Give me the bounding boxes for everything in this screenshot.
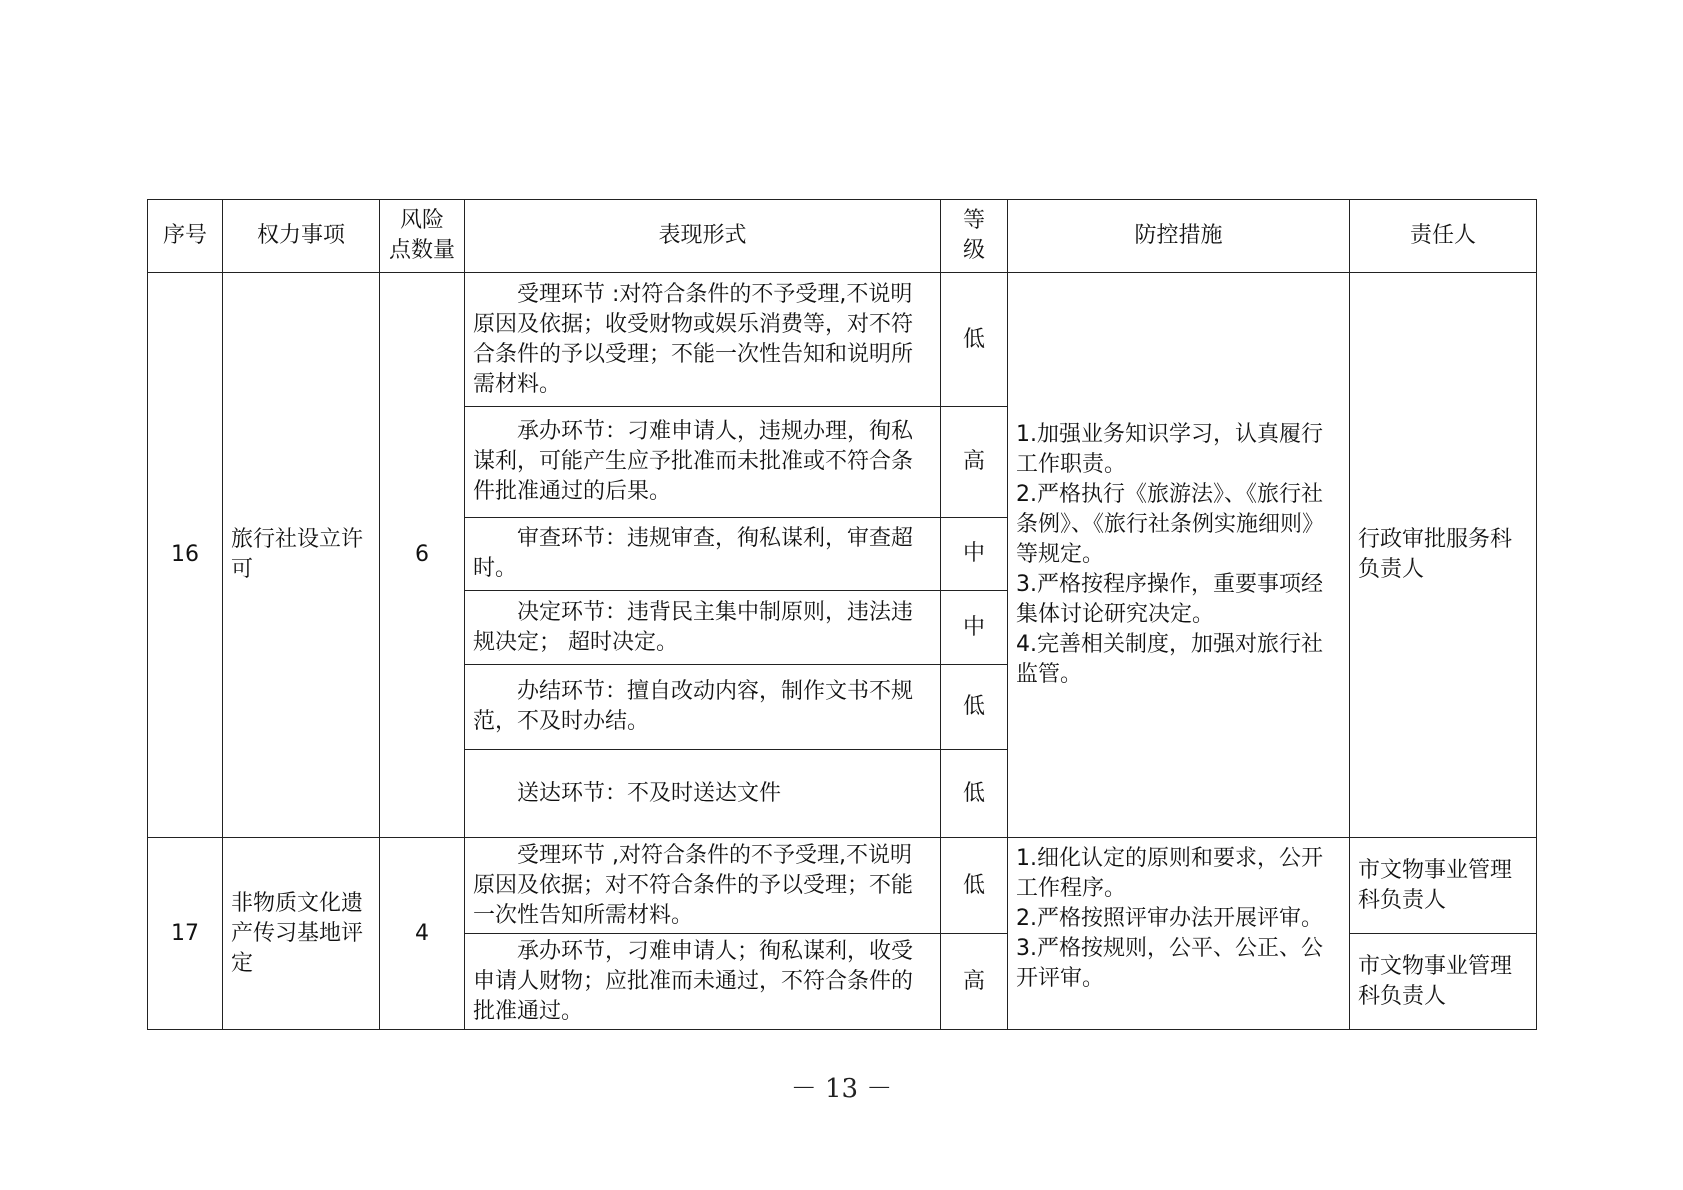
control-measures bbox=[1008, 273, 1350, 838]
risk-form: 受理环节 ,对符合条件的不予受理,不说明原因及依据；对不符合条件的予以受理；不能一次性告知所需材料。 bbox=[465, 838, 941, 934]
measure-item: 1.加强业务知识学习，认真履行工作职责。 bbox=[1016, 422, 1323, 477]
row-no: 16 bbox=[148, 273, 223, 838]
header-level bbox=[941, 200, 1008, 273]
risk-form: 承办环节：刁难申请人，违规办理，徇私谋利，可能产生应予批准而未批准或不符合条件批准通过的后果。 bbox=[465, 407, 941, 518]
measure-item: 3.严格按程序操作，重要事项经集体讨论研究决定。 bbox=[1016, 572, 1323, 627]
risk-level: 中 bbox=[941, 591, 1008, 665]
risk-level: 低 bbox=[941, 838, 1008, 934]
measure-item: 2.严格执行《旅游法》、《旅行社条例》、《旅行社条例实施细则》等规定。 bbox=[1016, 482, 1325, 567]
header-level-line2: 级 bbox=[962, 238, 985, 263]
measure-item: 4.完善相关制度，加强对旅行社监管。 bbox=[1016, 632, 1323, 687]
header-level-line1: 等 bbox=[962, 208, 985, 233]
measure-item: 1.细化认定的原则和要求，公开工作程序。 bbox=[1016, 846, 1323, 901]
header-item: 权力事项 bbox=[223, 200, 380, 273]
risk-level: 中 bbox=[941, 518, 1008, 591]
row-no: 17 bbox=[148, 838, 223, 1030]
risk-level: 低 bbox=[941, 750, 1008, 838]
risk-level: 高 bbox=[941, 407, 1008, 518]
row-risk-count: 6 bbox=[380, 273, 465, 838]
measure-item: 3.严格按规则，公平、公正、公开评审。 bbox=[1016, 936, 1323, 991]
table-row bbox=[148, 273, 1537, 407]
header-row bbox=[148, 200, 1537, 273]
risk-form: 受理环节 :对符合条件的不予受理,不说明原因及依据；收受财物或娱乐消费等，对不符合条件的予以受理；不能一次性告知和说明所需材料。 bbox=[465, 273, 941, 407]
header-risk-count-line1: 风险 bbox=[399, 208, 444, 233]
risk-level: 低 bbox=[941, 273, 1008, 407]
control-measures bbox=[1008, 838, 1350, 1030]
risk-form: 送达环节：不及时送达文件 bbox=[465, 750, 941, 838]
risk-control-table bbox=[147, 199, 1537, 1030]
header-no: 序号 bbox=[148, 200, 223, 273]
measure-item: 2.严格按照评审办法开展评审。 bbox=[1016, 906, 1323, 931]
header-forms: 表现形式 bbox=[465, 200, 941, 273]
row-risk-count: 4 bbox=[380, 838, 465, 1030]
risk-form: 审查环节：违规审查，徇私谋利，审查超时。 bbox=[465, 518, 941, 591]
risk-form: 决定环节：违背民主集中制原则，违法违规决定； 超时决定。 bbox=[465, 591, 941, 665]
row-item: 非物质文化遗产传习基地评定 bbox=[223, 838, 380, 1030]
header-measures: 防控措施 bbox=[1008, 200, 1350, 273]
responsible-person: 市文物事业管理科负责人 bbox=[1350, 934, 1537, 1030]
risk-level: 高 bbox=[941, 934, 1008, 1030]
page-number: － 13 － bbox=[790, 1074, 893, 1104]
row-item: 旅行社设立许可 bbox=[223, 273, 380, 838]
risk-form: 办结环节：擅自改动内容，制作文书不规范，不及时办结。 bbox=[465, 665, 941, 750]
header-risk-count bbox=[380, 200, 465, 273]
table-row bbox=[148, 838, 1537, 934]
responsible-person: 行政审批服务科负责人 bbox=[1350, 273, 1537, 838]
header-risk-count-line2: 点数量 bbox=[388, 238, 455, 263]
header-responsible: 责任人 bbox=[1350, 200, 1537, 273]
risk-level: 低 bbox=[941, 665, 1008, 750]
risk-form: 承办环节，刁难申请人；徇私谋利，收受申请人财物；应批准而未通过，不符合条件的批准通过。 bbox=[465, 934, 941, 1030]
responsible-person: 市文物事业管理科负责人 bbox=[1350, 838, 1537, 934]
